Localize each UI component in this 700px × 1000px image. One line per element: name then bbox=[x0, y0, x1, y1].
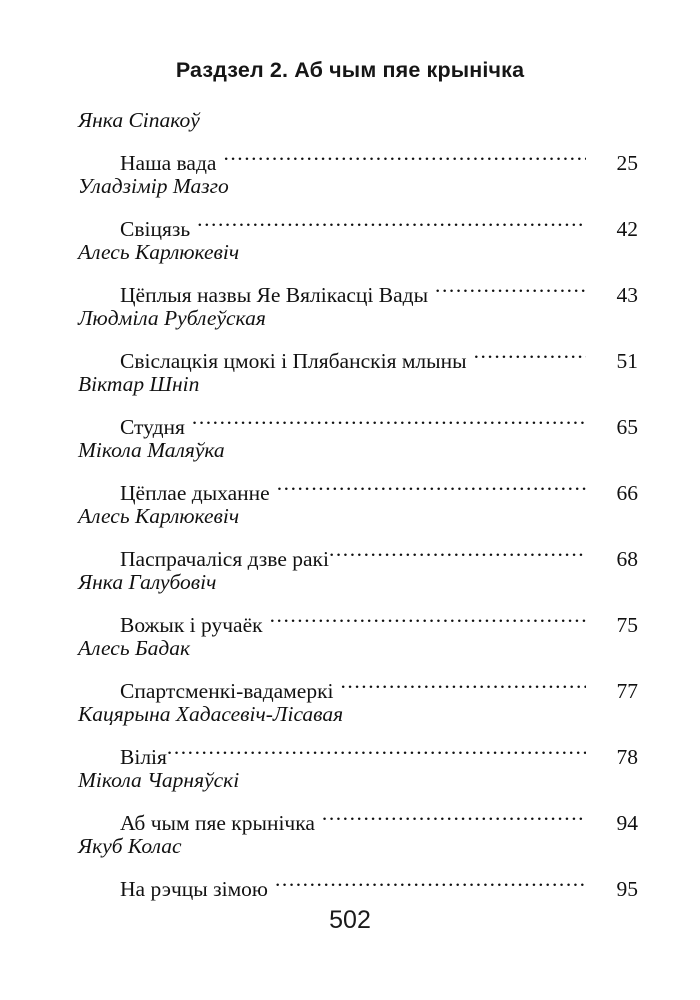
toc-entry-row[interactable] bbox=[78, 731, 638, 769]
toc-entry-author: Алесь Бадак bbox=[78, 636, 191, 660]
toc-entry-title: Аб чым пяе крынічка bbox=[120, 811, 315, 835]
toc-entry-page-number: 95 bbox=[616, 877, 638, 901]
toc-entry-author: Алесь Карлюкевіч bbox=[78, 240, 240, 264]
toc-entry-author: Янка Галубовіч bbox=[78, 570, 217, 594]
toc-entry-page-number: 42 bbox=[616, 217, 638, 241]
toc-entry-title: Цёплае дыханне bbox=[120, 481, 270, 505]
toc-entry-title: Свіслацкія цмокі і Плябанскія млыны bbox=[120, 349, 467, 373]
toc-entry-page-number: 43 bbox=[616, 283, 638, 307]
toc-entry-dot-leader bbox=[270, 599, 586, 632]
toc-entry-page-number: 75 bbox=[616, 613, 638, 637]
toc-entry-title: Наша вада bbox=[120, 151, 217, 175]
toc-entry-page-number: 77 bbox=[616, 679, 638, 703]
toc-entry bbox=[78, 500, 638, 571]
toc-entry-dot-leader bbox=[329, 533, 586, 566]
toc-entry bbox=[78, 104, 638, 175]
toc-entry bbox=[78, 566, 638, 637]
toc-entry-dot-leader bbox=[167, 731, 586, 764]
toc-entry-row[interactable] bbox=[78, 665, 638, 703]
toc-entry-dot-leader bbox=[435, 269, 586, 302]
toc-entry-page-number: 68 bbox=[616, 547, 638, 571]
toc-entry-author: Якуб Колас bbox=[78, 834, 182, 858]
toc-entry-dot-leader bbox=[322, 797, 586, 830]
toc-entry-dot-leader bbox=[275, 863, 586, 896]
toc-entry-author: Алесь Карлюкевіч bbox=[78, 504, 240, 528]
toc-entry-title: На рэчцы зімою bbox=[120, 877, 268, 901]
toc-entry-dot-leader bbox=[223, 137, 586, 170]
toc-entry-author: Уладзімір Мазго bbox=[78, 174, 229, 198]
toc-entry-title: Вожык і ручаёк bbox=[120, 613, 263, 637]
toc-entry-page-number: 51 bbox=[616, 349, 638, 373]
toc-entry-author: Мікола Маляўка bbox=[78, 438, 225, 462]
toc-entry-dot-leader bbox=[474, 335, 586, 368]
toc-entry-title: Вілія bbox=[120, 745, 167, 769]
toc-entry bbox=[78, 764, 638, 835]
toc-entry-title: Паспрачаліся дзве ракі bbox=[120, 547, 329, 571]
toc-entry-row[interactable] bbox=[78, 797, 638, 835]
toc-entry-row[interactable] bbox=[78, 269, 638, 307]
toc-entry-title: Цёплыя назвы Яе Вялікасці Вады bbox=[120, 283, 429, 307]
section-heading: Раздзел 2. Аб чым пяе крынічка bbox=[175, 58, 525, 82]
toc-entry bbox=[78, 698, 638, 769]
toc-entry-row[interactable] bbox=[78, 335, 638, 373]
toc-entry bbox=[78, 632, 638, 703]
toc-entry bbox=[78, 830, 638, 901]
toc-entry-author: Людміла Рублеўская bbox=[78, 306, 266, 330]
toc-entry-page-number: 94 bbox=[616, 811, 638, 835]
toc-entry bbox=[78, 434, 638, 505]
toc-entry-page-number: 66 bbox=[616, 481, 638, 505]
toc-entry-page-number: 65 bbox=[616, 415, 638, 439]
toc-entry-row[interactable] bbox=[78, 203, 638, 241]
toc-entry-page-number: 78 bbox=[616, 745, 638, 769]
toc-entry-dot-leader bbox=[341, 665, 587, 698]
toc-entry-author: Янка Сіпакоў bbox=[78, 108, 200, 132]
toc-entry-dot-leader bbox=[192, 401, 586, 434]
toc-entry-title: Студня bbox=[120, 415, 185, 439]
toc-entry-title: Свіцязь bbox=[120, 217, 191, 241]
toc-entry-page-number: 25 bbox=[616, 151, 638, 175]
toc-entry-author: Кацярына Хадасевіч-Лісавая bbox=[78, 702, 344, 726]
toc-entry bbox=[78, 236, 638, 307]
toc-entry-title: Спартсменкі-вадамеркі bbox=[120, 679, 334, 703]
toc-entry-author: Мікола Чарняўскі bbox=[78, 768, 240, 792]
toc-entry bbox=[78, 170, 638, 241]
toc-entry-row[interactable] bbox=[78, 137, 638, 175]
toc-entry-dot-leader bbox=[277, 467, 586, 500]
toc-entry-row[interactable] bbox=[78, 401, 638, 439]
toc-entry-author: Віктар Шніп bbox=[78, 372, 200, 396]
toc-entry-row[interactable] bbox=[78, 533, 638, 571]
page-folio-number: 502 bbox=[329, 906, 371, 934]
toc-entry-row[interactable] bbox=[78, 863, 638, 901]
toc-entry-row[interactable] bbox=[78, 467, 638, 505]
toc-entry-row[interactable] bbox=[78, 599, 638, 637]
toc-entry-dot-leader bbox=[197, 203, 586, 236]
toc-list bbox=[78, 104, 638, 901]
